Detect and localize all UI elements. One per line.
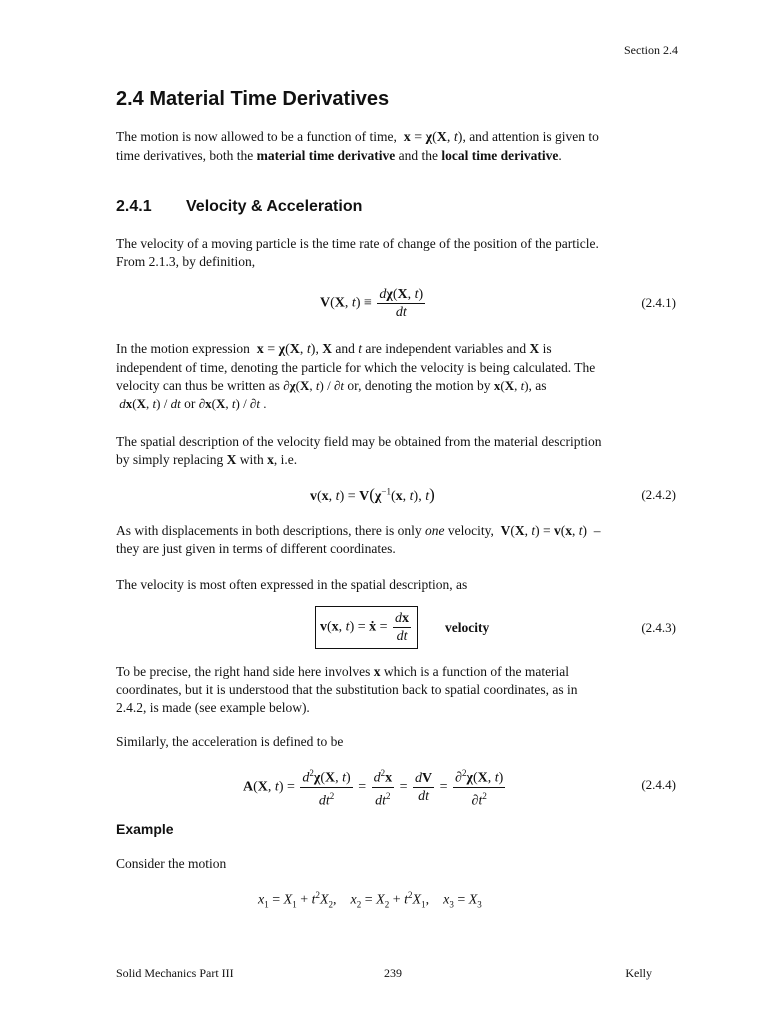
para-text: and <box>335 341 355 356</box>
partial-formula: ∂χ(X, t) / ∂t <box>283 378 345 393</box>
motion-formula: x = χ(X, t) <box>403 130 463 145</box>
para-line: they are just given in terms of different coordinates. <box>116 541 396 556</box>
equation-number: (2.4.2) <box>641 487 676 502</box>
intro-text: , and attention is given to <box>462 129 599 144</box>
subsection-title: Velocity & Acceleration <box>186 198 363 215</box>
para-text: or, denoting the motion by <box>347 378 491 393</box>
para-line: independent of time, denoting the particle for which the velocity is being calculated. The <box>116 360 596 375</box>
motion-paragraph: In the motion expression x = χ(X, t), X and t are independent variables and X is independent of time, denoting the particle for which the velocity is being calculated. The velocity can thus be written as ∂χ(X, t) / ∂t or, denoting the motion by x(X, t), as dx(X, t) / dt or ∂x(X, t) / ∂t . <box>116 341 596 411</box>
term-material-derivative: material time derivative <box>256 148 396 163</box>
velocity-equality: V(X, t) = v(x, t) <box>500 523 591 538</box>
para-text: velocity, <box>447 523 494 538</box>
para-text: velocity can thus be written as <box>116 378 280 393</box>
equation-number: (2.4.3) <box>641 620 676 635</box>
one-velocity-paragraph <box>116 522 676 558</box>
spatial-paragraph: The spatial description of the velocity field may be obtained from the material description by simply replacing X with x, i.e. <box>116 434 602 467</box>
example-text: Consider the motion <box>116 856 227 871</box>
motion-function: x(X, t) <box>493 378 529 393</box>
para-text: by simply replacing <box>116 452 224 467</box>
para-text: As with displacements in both descriptions, there is only <box>116 523 422 538</box>
para-line: 2.4.2, is made (see example below). <box>116 700 310 715</box>
spatial-velocity-paragraph <box>116 576 676 594</box>
intro-paragraph <box>116 128 676 165</box>
footer-book-title: Solid Mechanics Part III <box>116 966 234 980</box>
para-line: The spatial description of the velocity field may be obtained from the material description <box>116 434 602 449</box>
motion-formula: x = χ(X, t) <box>256 342 316 357</box>
para-line: From 2.1.3, by definition, <box>116 254 256 269</box>
term-local-derivative: local time derivative <box>441 148 559 163</box>
equation-2-4-3-box: v(x, t) = ẋ = $\frac{dx}{dt}$ <box>315 606 418 649</box>
equation-2-4-4: A(X, t) = $\frac{d^2\chi(X, t)}{dt^2}$ = $\frac{d^2x}{dt^2}$ = $\frac{dV}{dt}$ = $\frac{\partial^2\chi(X, t)}{\partial t^2}$ <box>243 765 507 809</box>
equation-2-4-1: V(X, t) ≡ $\frac{d\chi(X, t)}{dt}$ <box>320 287 424 320</box>
equation-2-4-2: v(x, $t) = V(\chi^{-1}(x$, t), t) <box>310 485 435 504</box>
subsection-number: 2.4.1 <box>116 198 152 215</box>
para-line: The velocity of a moving particle is the time rate of change of the position of the particle. <box>116 236 599 251</box>
running-header: Section 2.4 <box>624 43 678 57</box>
page-number: 239 <box>384 966 402 980</box>
intro-text: . <box>558 148 562 163</box>
footer-author: Kelly <box>625 966 652 980</box>
para-text: or <box>184 396 196 411</box>
equation-number: (2.4.1) <box>641 295 676 310</box>
partial-derivative-formula: ∂x(X, t) / ∂t . <box>198 396 267 411</box>
example-motion-equations: $x_1 = X_1 + t^2X_2$, $x_2 = X_2 + t^2X_1$, $x_3 = X_3$ <box>258 890 482 910</box>
velocity-paragraph <box>116 235 676 271</box>
acceleration-paragraph <box>116 733 676 751</box>
precision-paragraph: To be precise, the right hand side here involves x which is a function of the material coordinates, but it is understood that the substitution back to spatial coordinates, as in 2.4.2, is made (see example below). <box>116 664 578 715</box>
example-heading: Example <box>116 821 174 837</box>
para-text: , i.e. <box>273 452 298 467</box>
para-text: To be precise, the right hand side here involves <box>116 664 371 679</box>
para-line: Similarly, the acceleration is defined to be <box>116 734 344 749</box>
intro-text: The motion is now allowed to be a function of time, <box>116 129 397 144</box>
equation-number: (2.4.4) <box>641 777 676 792</box>
velocity-label: velocity <box>445 620 490 635</box>
para-text: is <box>542 341 552 356</box>
para-text: , as <box>528 378 547 393</box>
intro-text: and the <box>398 148 439 163</box>
emphasis-one: one <box>424 523 445 538</box>
section-title: 2.4 Material Time Derivatives <box>116 88 390 110</box>
para-text: In the motion expression <box>116 341 250 356</box>
para-line: coordinates, but it is understood that the substitution back to spatial coordinates, as in <box>116 682 578 697</box>
para-text: are independent variables and <box>365 341 527 356</box>
total-derivative-formula: dx(X, t) / dt <box>119 396 181 411</box>
dash: – <box>593 523 601 538</box>
para-text: with <box>239 452 264 467</box>
intro-text: time derivatives, both the <box>116 148 254 163</box>
para-line: The velocity is most often expressed in the spatial description, as <box>116 577 468 592</box>
subsection-heading <box>116 198 152 216</box>
para-text: which is a function of the material <box>383 664 570 679</box>
